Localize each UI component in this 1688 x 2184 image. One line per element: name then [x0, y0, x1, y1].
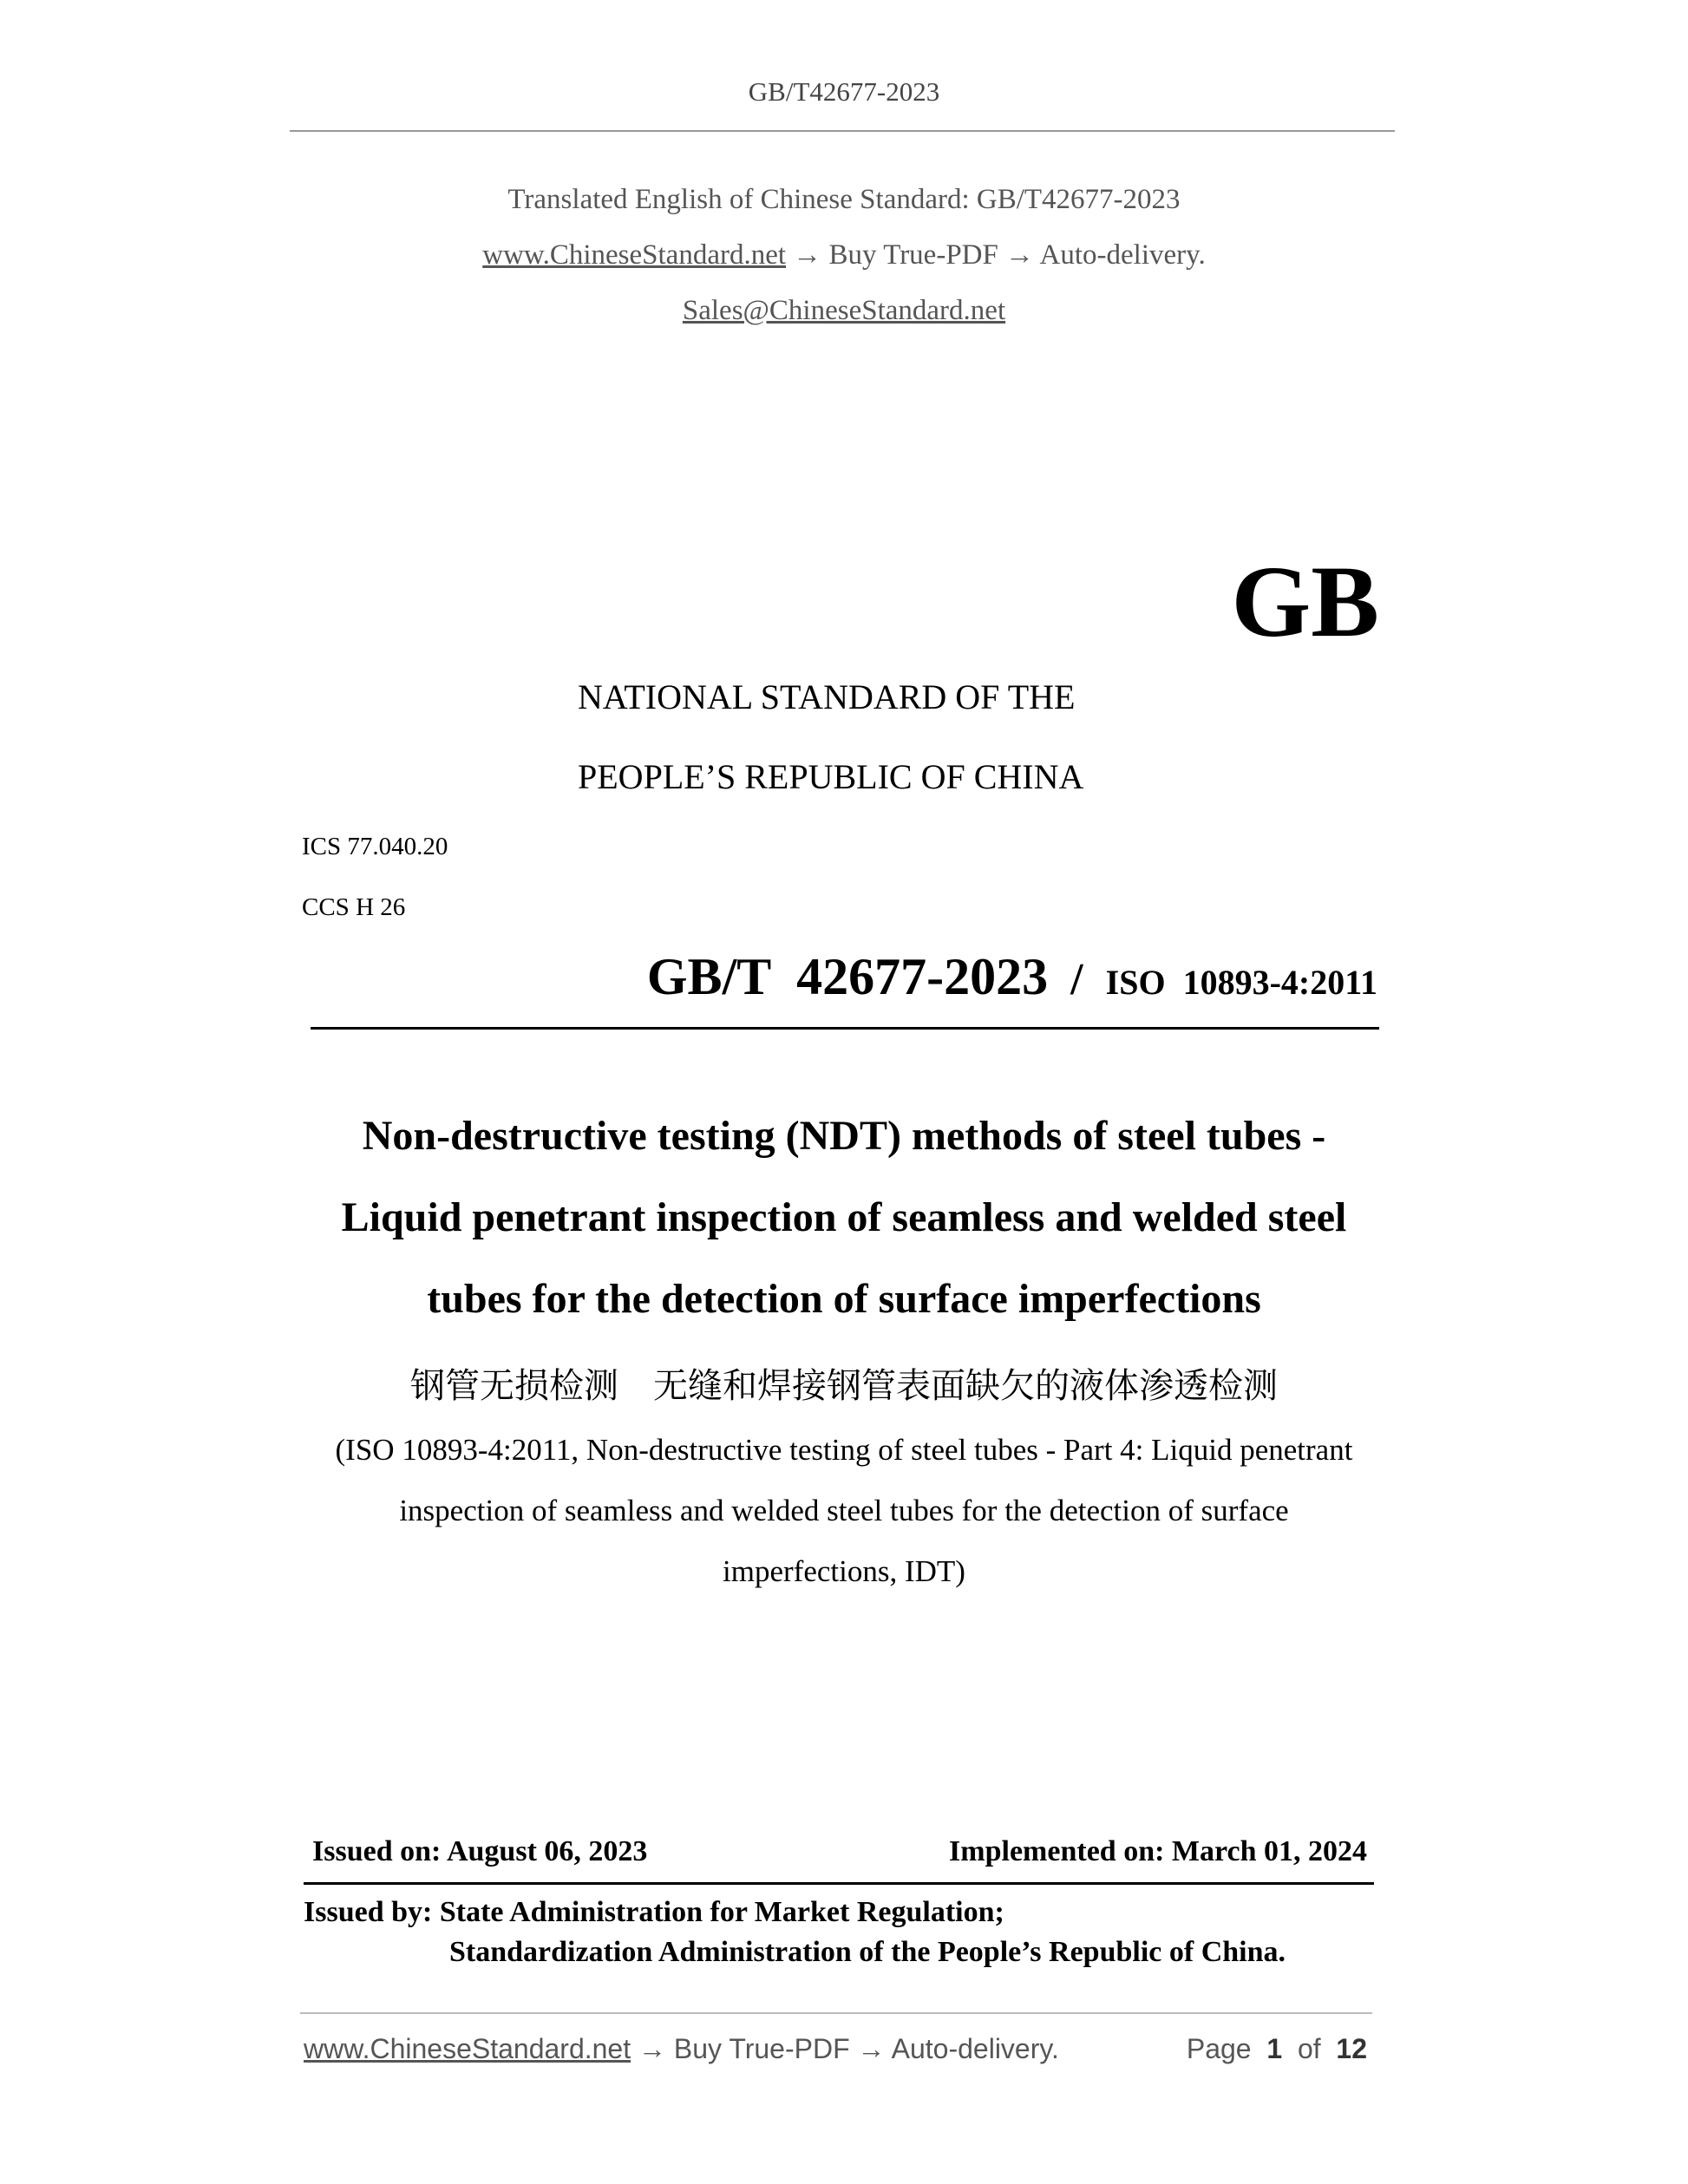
- iso-reference-line-2: inspection of seamless and welded steel tubes for the detection of surface: [399, 1494, 1289, 1527]
- page-counter: [1187, 2033, 1367, 2065]
- ics-code: ICS 77.040.20: [302, 833, 448, 860]
- footer-divider: [300, 2012, 1372, 2014]
- site-link[interactable]: www.ChineseStandard.net: [482, 239, 787, 271]
- title-line-1: Non-destructive testing (NDT) methods of steel tubes -: [362, 1113, 1326, 1159]
- promo-email-line: [0, 295, 1688, 327]
- chinese-title: 钢管无损检测 无缝和焊接钢管表面缺欠的液体渗透检测: [410, 1366, 1278, 1406]
- iso-prefix: ISO: [1105, 963, 1166, 1002]
- running-header: GB/T42677-2023: [748, 76, 940, 107]
- national-standard-line2: PEOPLE’S REPUBLIC OF CHINA: [578, 757, 1084, 796]
- promo-buy-line: [0, 239, 1688, 271]
- title-line-3: tubes for the detection of surface imperfections: [427, 1276, 1261, 1322]
- page-total: 12: [1336, 2033, 1367, 2064]
- email-link[interactable]: Sales@ChineseStandard.net: [682, 295, 1006, 326]
- standard-number-row: [647, 947, 1377, 1007]
- page-current: 1: [1266, 2033, 1283, 2064]
- standard-number-divider: [311, 1027, 1379, 1030]
- of-label: of: [1297, 2033, 1321, 2064]
- iso-reference-line-1: (ISO 10893-4:2011, Non-destructive testing of steel tubes - Part 4: Liquid penetrant: [335, 1433, 1353, 1467]
- gb-mark: GB: [1231, 545, 1379, 658]
- number-separator: /: [1070, 955, 1083, 1004]
- footer-promo: [304, 2033, 1059, 2065]
- translation-notice: Translated English of Chinese Standard: GB/T42677-2023: [507, 184, 1181, 215]
- header-divider: [290, 130, 1395, 132]
- issued-by-line-2: Standardization Administration of the People’s Republic of China.: [449, 1936, 1286, 1968]
- national-standard-line1: NATIONAL STANDARD OF THE: [578, 677, 1076, 716]
- ccs-code: CCS H 26: [302, 893, 406, 921]
- implemented-on-date: Implemented on: March 01, 2024: [949, 1835, 1367, 1867]
- page-label: Page: [1186, 2033, 1252, 2064]
- iso-reference-line-3: imperfections, IDT): [723, 1554, 965, 1588]
- buy-text: → Buy True-PDF → Auto-delivery.: [786, 239, 1206, 271]
- footer-site-link[interactable]: www.ChineseStandard.net: [304, 2033, 631, 2064]
- issued-by-line-1: Issued by: State Administration for Market Regulation;: [304, 1896, 1004, 1928]
- standard-number: GB/T 42677-2023: [646, 948, 1049, 1005]
- dates-divider: [304, 1882, 1374, 1885]
- iso-number: 10893-4:2011: [1182, 963, 1377, 1002]
- title-line-2: Liquid penetrant inspection of seamless and welded steel: [341, 1194, 1347, 1240]
- footer-buy-text: → Buy True-PDF → Auto-delivery.: [631, 2033, 1059, 2064]
- issued-on-date: Issued on: August 06, 2023: [312, 1835, 648, 1867]
